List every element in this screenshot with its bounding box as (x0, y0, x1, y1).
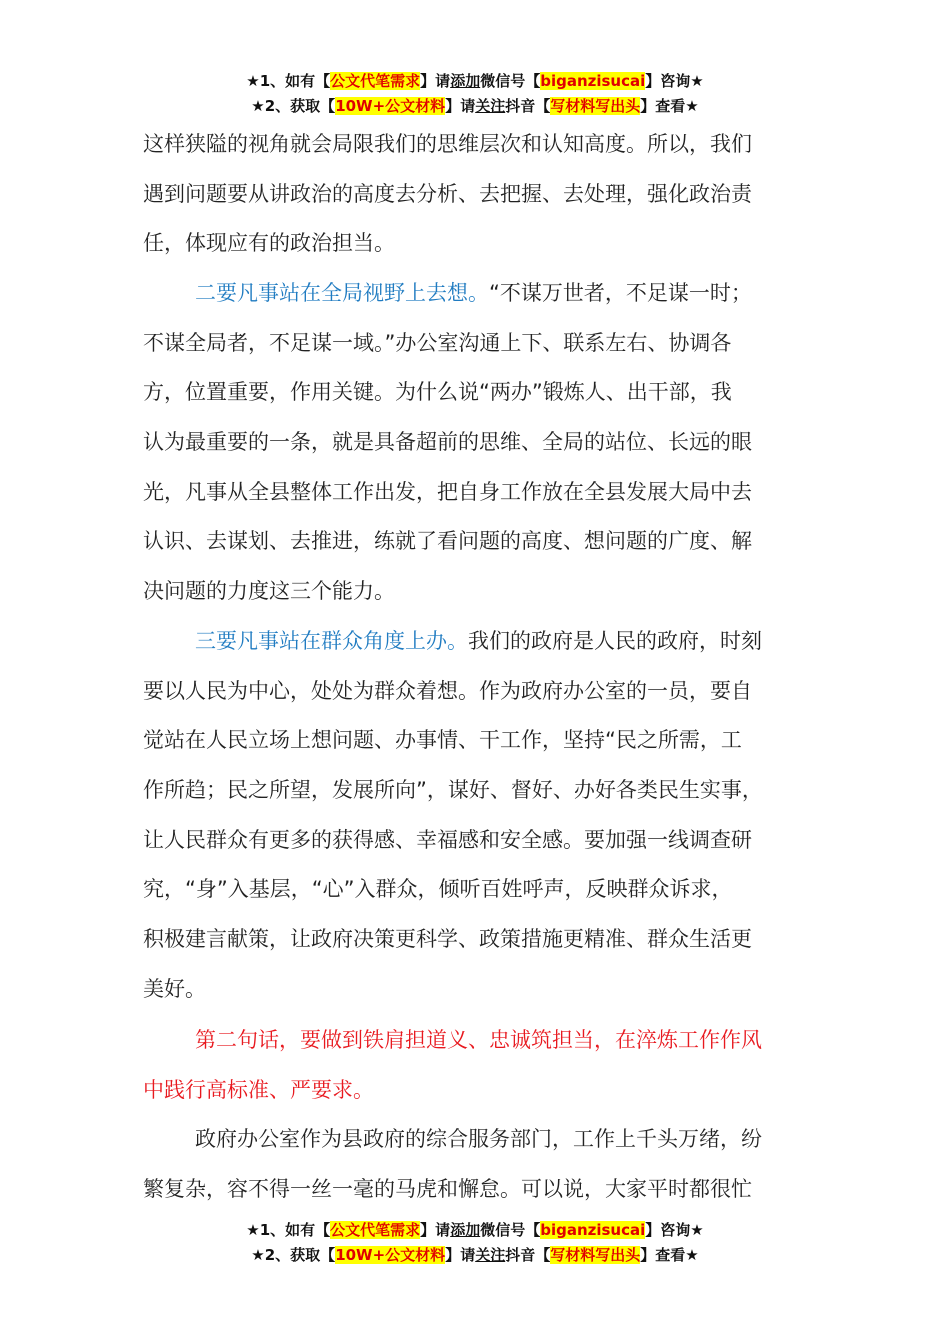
text-line: 让人民群众有更多的获得感、幸福感和安全感。要加强一线调查研 (143, 827, 752, 852)
paragraph-1 (143, 120, 823, 269)
banner-text: 】查看★ (640, 97, 699, 115)
paragraph-3 (143, 617, 823, 1015)
banner-highlight: 10W+公文材料 (335, 97, 446, 115)
banner-highlight: 公文代笔需求 (330, 72, 421, 90)
banner-underline: 添加 (450, 1221, 481, 1239)
text-line: 繁复杂，容不得一丝一毫的马虎和懈怠。可以说，大家平时都很忙 (143, 1176, 752, 1201)
banner-highlight: 公文代笔需求 (330, 1221, 421, 1239)
banner-wechat-id: biganzisucai (540, 72, 646, 90)
text-line: 美好。 (143, 976, 206, 1001)
banner-underline: 关注 (475, 97, 506, 115)
banner-text: 微信号【 (480, 72, 541, 90)
text-line: 不谋全局者，不足谋一域。”办公室沟通上下、联系左右、协调各 (143, 330, 732, 355)
banner-text: 抖音【 (505, 1246, 551, 1264)
text-line: 觉站在人民立场上想问题、办事情、干工作，坚持“民之所需，工 (143, 728, 742, 753)
text-line: 认为最重要的一条，就是具备超前的思维、全局的站位、长远的眼 (143, 430, 752, 455)
text-line (143, 269, 823, 319)
footer-banner-line-2 (0, 1244, 950, 1266)
header-banner-line-1 (0, 70, 950, 92)
banner-text: 】查看★ (640, 1246, 699, 1264)
banner-text: 】咨询★ (645, 72, 704, 90)
text-line: 决问题的力度这三个能力。 (143, 579, 395, 604)
banner-text: 】咨询★ (645, 1221, 704, 1239)
banner-underline: 关注 (475, 1246, 506, 1264)
header-banner-line-2 (0, 95, 950, 117)
text-line: 遇到问题要从讲政治的高度去分析、去把握、去处理，强化政治责 (143, 181, 752, 206)
text-line: 任，体现应有的政治担当。 (143, 231, 395, 256)
banner-text: ★1、如有【 (246, 72, 331, 90)
text-line: 作所趋；民之所望，发展所向”，谋好、督好、办好各类民生实事， (143, 778, 763, 803)
banner-underline: 添加 (450, 72, 481, 90)
banner-text: 抖音【 (505, 97, 551, 115)
banner-highlight: 10W+公文材料 (335, 1246, 446, 1264)
text-line: 要以人民为中心，处处为群众着想。作为政府办公室的一员，要自 (143, 678, 752, 703)
text-line: 方，位置重要，作用关键。为什么说“两办”锻炼人、出干部，我 (143, 380, 732, 405)
text-run: “不谋万世者，不足谋一时； (489, 281, 752, 305)
banner-text: 微信号【 (480, 1221, 541, 1239)
text-line: 究，“身”入基层，“心”入群众，倾听百姓呼声，反映群众诉求， (143, 877, 733, 902)
banner-text: ★1、如有【 (246, 1221, 331, 1239)
banner-douyin-id: 写材料写出头 (550, 97, 641, 115)
banner-text: ★2、获取【 (251, 1246, 336, 1264)
text-line: 第二句话，要做到铁肩担道义、忠诚筑担当，在淬炼工作作风 (195, 1028, 762, 1052)
banner-wechat-id: biganzisucai (540, 1221, 646, 1239)
banner-text: 】请 (445, 1246, 476, 1264)
text-line: 政府办公室作为县政府的综合服务部门，工作上千头万绪，纷 (195, 1127, 762, 1151)
banner-text: 】请 (420, 72, 451, 90)
banner-text: 】请 (445, 97, 476, 115)
paragraph-2 (143, 269, 823, 617)
banner-text: ★2、获取【 (251, 97, 336, 115)
paragraph-5 (143, 1115, 823, 1214)
text-line: 认识、去谋划、去推进，练就了看问题的高度、想问题的广度、解 (143, 529, 752, 554)
footer-banner-line-1 (0, 1219, 950, 1241)
banner-douyin-id: 写材料写出头 (550, 1246, 641, 1264)
section-heading-blue: 二要凡事站在全局视野上去想。 (195, 281, 489, 305)
text-line: 积极建言献策，让政府决策更科学、政策措施更精准、群众生活更 (143, 927, 752, 952)
text-line: 这样狭隘的视角就会局限我们的思维层次和认知高度。所以，我们 (143, 132, 752, 156)
text-line: 中践行高标准、严要求。 (143, 1077, 374, 1102)
section-heading-blue: 三要凡事站在群众角度上办。 (195, 629, 468, 653)
banner-text: 】请 (420, 1221, 451, 1239)
paragraph-4-red-heading (143, 1016, 823, 1115)
text-line (143, 617, 823, 667)
text-line: 光，凡事从全县整体工作出发，把自身工作放在全县发展大局中去 (143, 479, 752, 504)
text-run: 我们的政府是人民的政府，时刻 (468, 629, 762, 653)
